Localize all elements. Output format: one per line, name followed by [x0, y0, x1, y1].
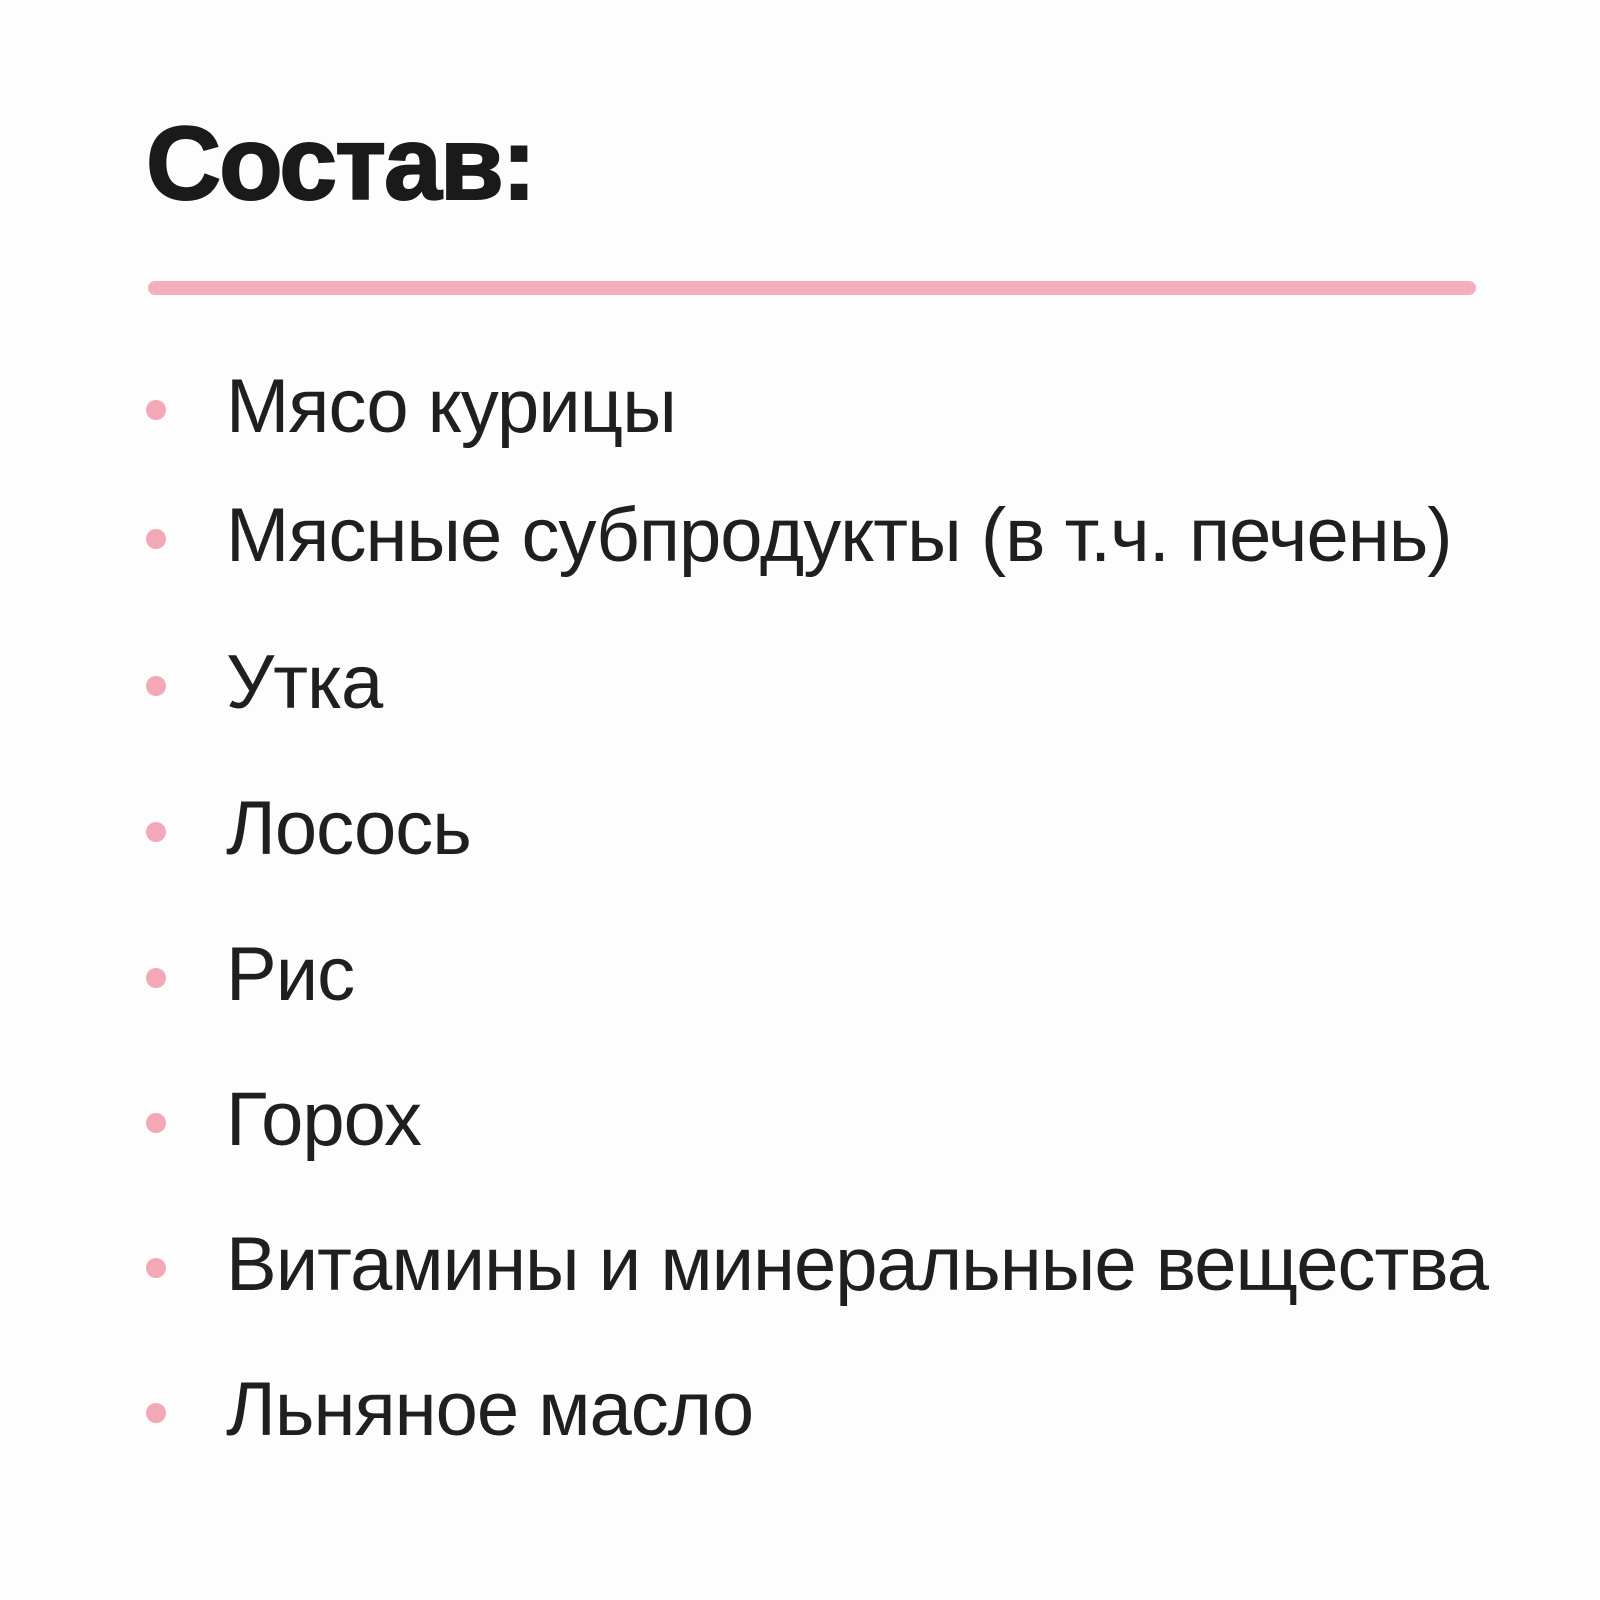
bullet-icon: [146, 1113, 166, 1133]
title-divider: [148, 281, 1476, 295]
bullet-icon: [146, 1403, 166, 1423]
ingredient-label: Лосось: [226, 786, 471, 871]
ingredient-label: Утка: [226, 640, 383, 725]
bullet-icon: [146, 968, 166, 988]
ingredient-label: Рис: [226, 932, 355, 1017]
bullet-icon: [146, 400, 166, 420]
ingredient-label: Горох: [226, 1077, 422, 1162]
page-title: Состав:: [146, 106, 535, 222]
bullet-icon: [146, 1258, 166, 1278]
bullet-icon: [146, 676, 166, 696]
ingredient-label: Мясные субпродукты (в т.ч. печень): [226, 493, 1452, 578]
ingredient-label: Мясо курицы: [226, 364, 676, 449]
ingredient-label: Льняное масло: [226, 1367, 754, 1452]
bullet-icon: [146, 822, 166, 842]
ingredient-label: Витамины и минеральные вещества: [226, 1222, 1489, 1307]
bullet-icon: [146, 529, 166, 549]
